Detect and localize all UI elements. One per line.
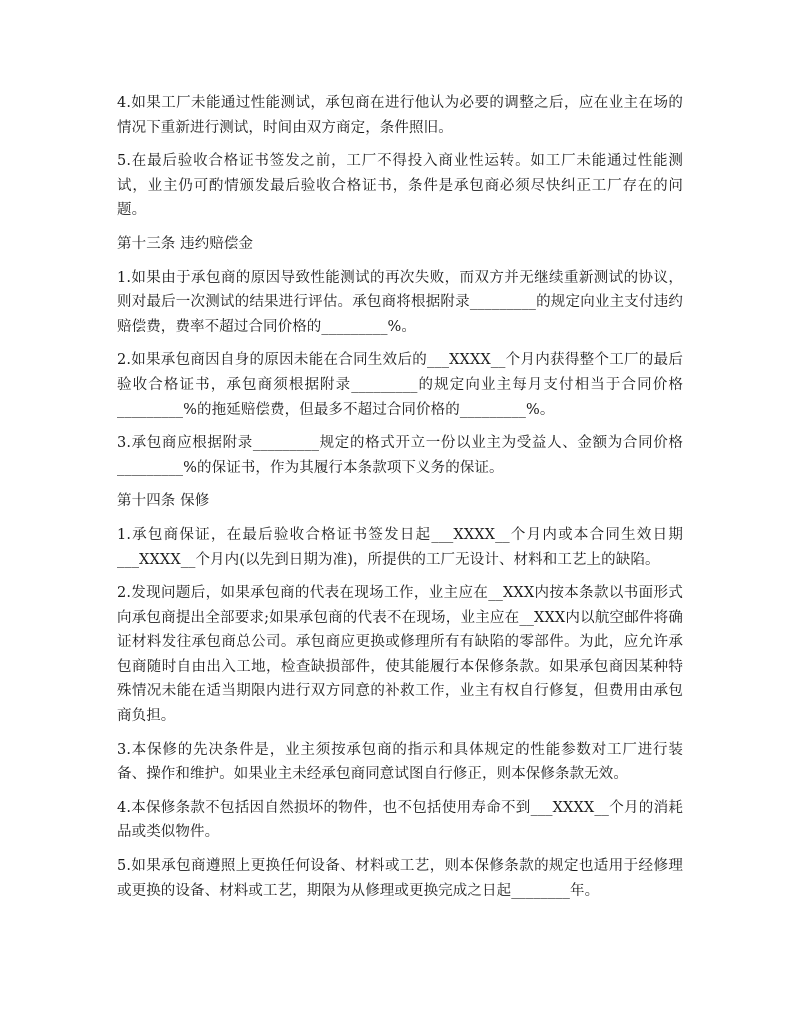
- document-page: [117, 91, 683, 912]
- paragraph-5-commercial-operation: 5.在最后验收合格证书签发之前，工厂不得投入商业性运转。如工厂未能通过性能测试，业主仍可酌情颁发最后验收合格证书，条件是承包商必须尽快纠正工厂存在的问题。: [117, 153, 683, 219]
- paragraph-14-1: 1.承包商保证，在最后验收合格证书签发日起___XXXX__个月内或本合同生效日期___XXXX__个月内(以先到日期为准)，所提供的工厂无设计、材料和工艺上的缺陷。: [117, 526, 683, 568]
- paragraph-14-2: 2.发现问题后，如果承包商的代表在现场工作，业主应在__XXX内按本条款以书面形式向承包商提出全部要求;如果承包商的代表不在现场，业主应在__XXX内以航空邮件将确证材料发往承包商总公司。承包商应更换或修理所有有缺陷的零部件。为此，应允许承包商随时自由出入工地，检查缺损部件，使其能履行本保修条款。如果承包商因某种特殊情况未能在适当期限内进行双方同意的补救工作，业主有权自行修复，但费用由承包商负担。: [117, 585, 683, 725]
- paragraph-14-4: 4.本保修条款不包括因自然损坏的物件，也不包括使用寿命不到___XXXX__个月的消耗品或类似物件。: [117, 799, 683, 841]
- paragraph-13-2: 2.如果承包商因自身的原因未能在合同生效后的___XXXX__个月内获得整个工厂的最后验收合格证书，承包商须根据附录_________的规定向业主每月支付相当于合同价格_________%的拖延赔偿费，但最多不超过合同价格的_________%。: [117, 352, 683, 418]
- paragraph-13-3: 3.承包商应根据附录_________规定的格式开立一份以业主为受益人、金额为合同价格_________%的保证书，作为其履行本条款项下义务的保证。: [117, 435, 683, 476]
- paragraph-4-retest: 4.如果工厂未能通过性能测试，承包商在进行他认为必要的调整之后，应在业主在场的情况下重新进行测试，时间由双方商定，条件照旧。: [117, 95, 683, 136]
- paragraph-14-3: 3.本保修的先决条件是，业主须按承包商的指示和具体规定的性能参数对工厂进行装备、操作和维护。如果业主未经承包商同意试图自行修正，则本保修条款无效。: [117, 741, 683, 783]
- paragraph-14-5: 5.如果承包商遵照上更换任何设备、材料或工艺，则本保修条款的规定也适用于经修理或更换的设备、材料或工艺，期限为从修理或更换完成之日起________年。: [117, 858, 683, 899]
- paragraph-13-1: 1.如果由于承包商的原因导致性能测试的再次失败，而双方并无继续重新测试的协议，则对最后一次测试的结果进行评估。承包商将根据附录_________的规定向业主支付违约赔偿费，费率不超过合同价格的_________%。: [117, 269, 683, 335]
- section-heading-article-14: 第十四条 保修: [117, 493, 210, 510]
- section-heading-article-13: 第十三条 违约赔偿金: [117, 235, 254, 252]
